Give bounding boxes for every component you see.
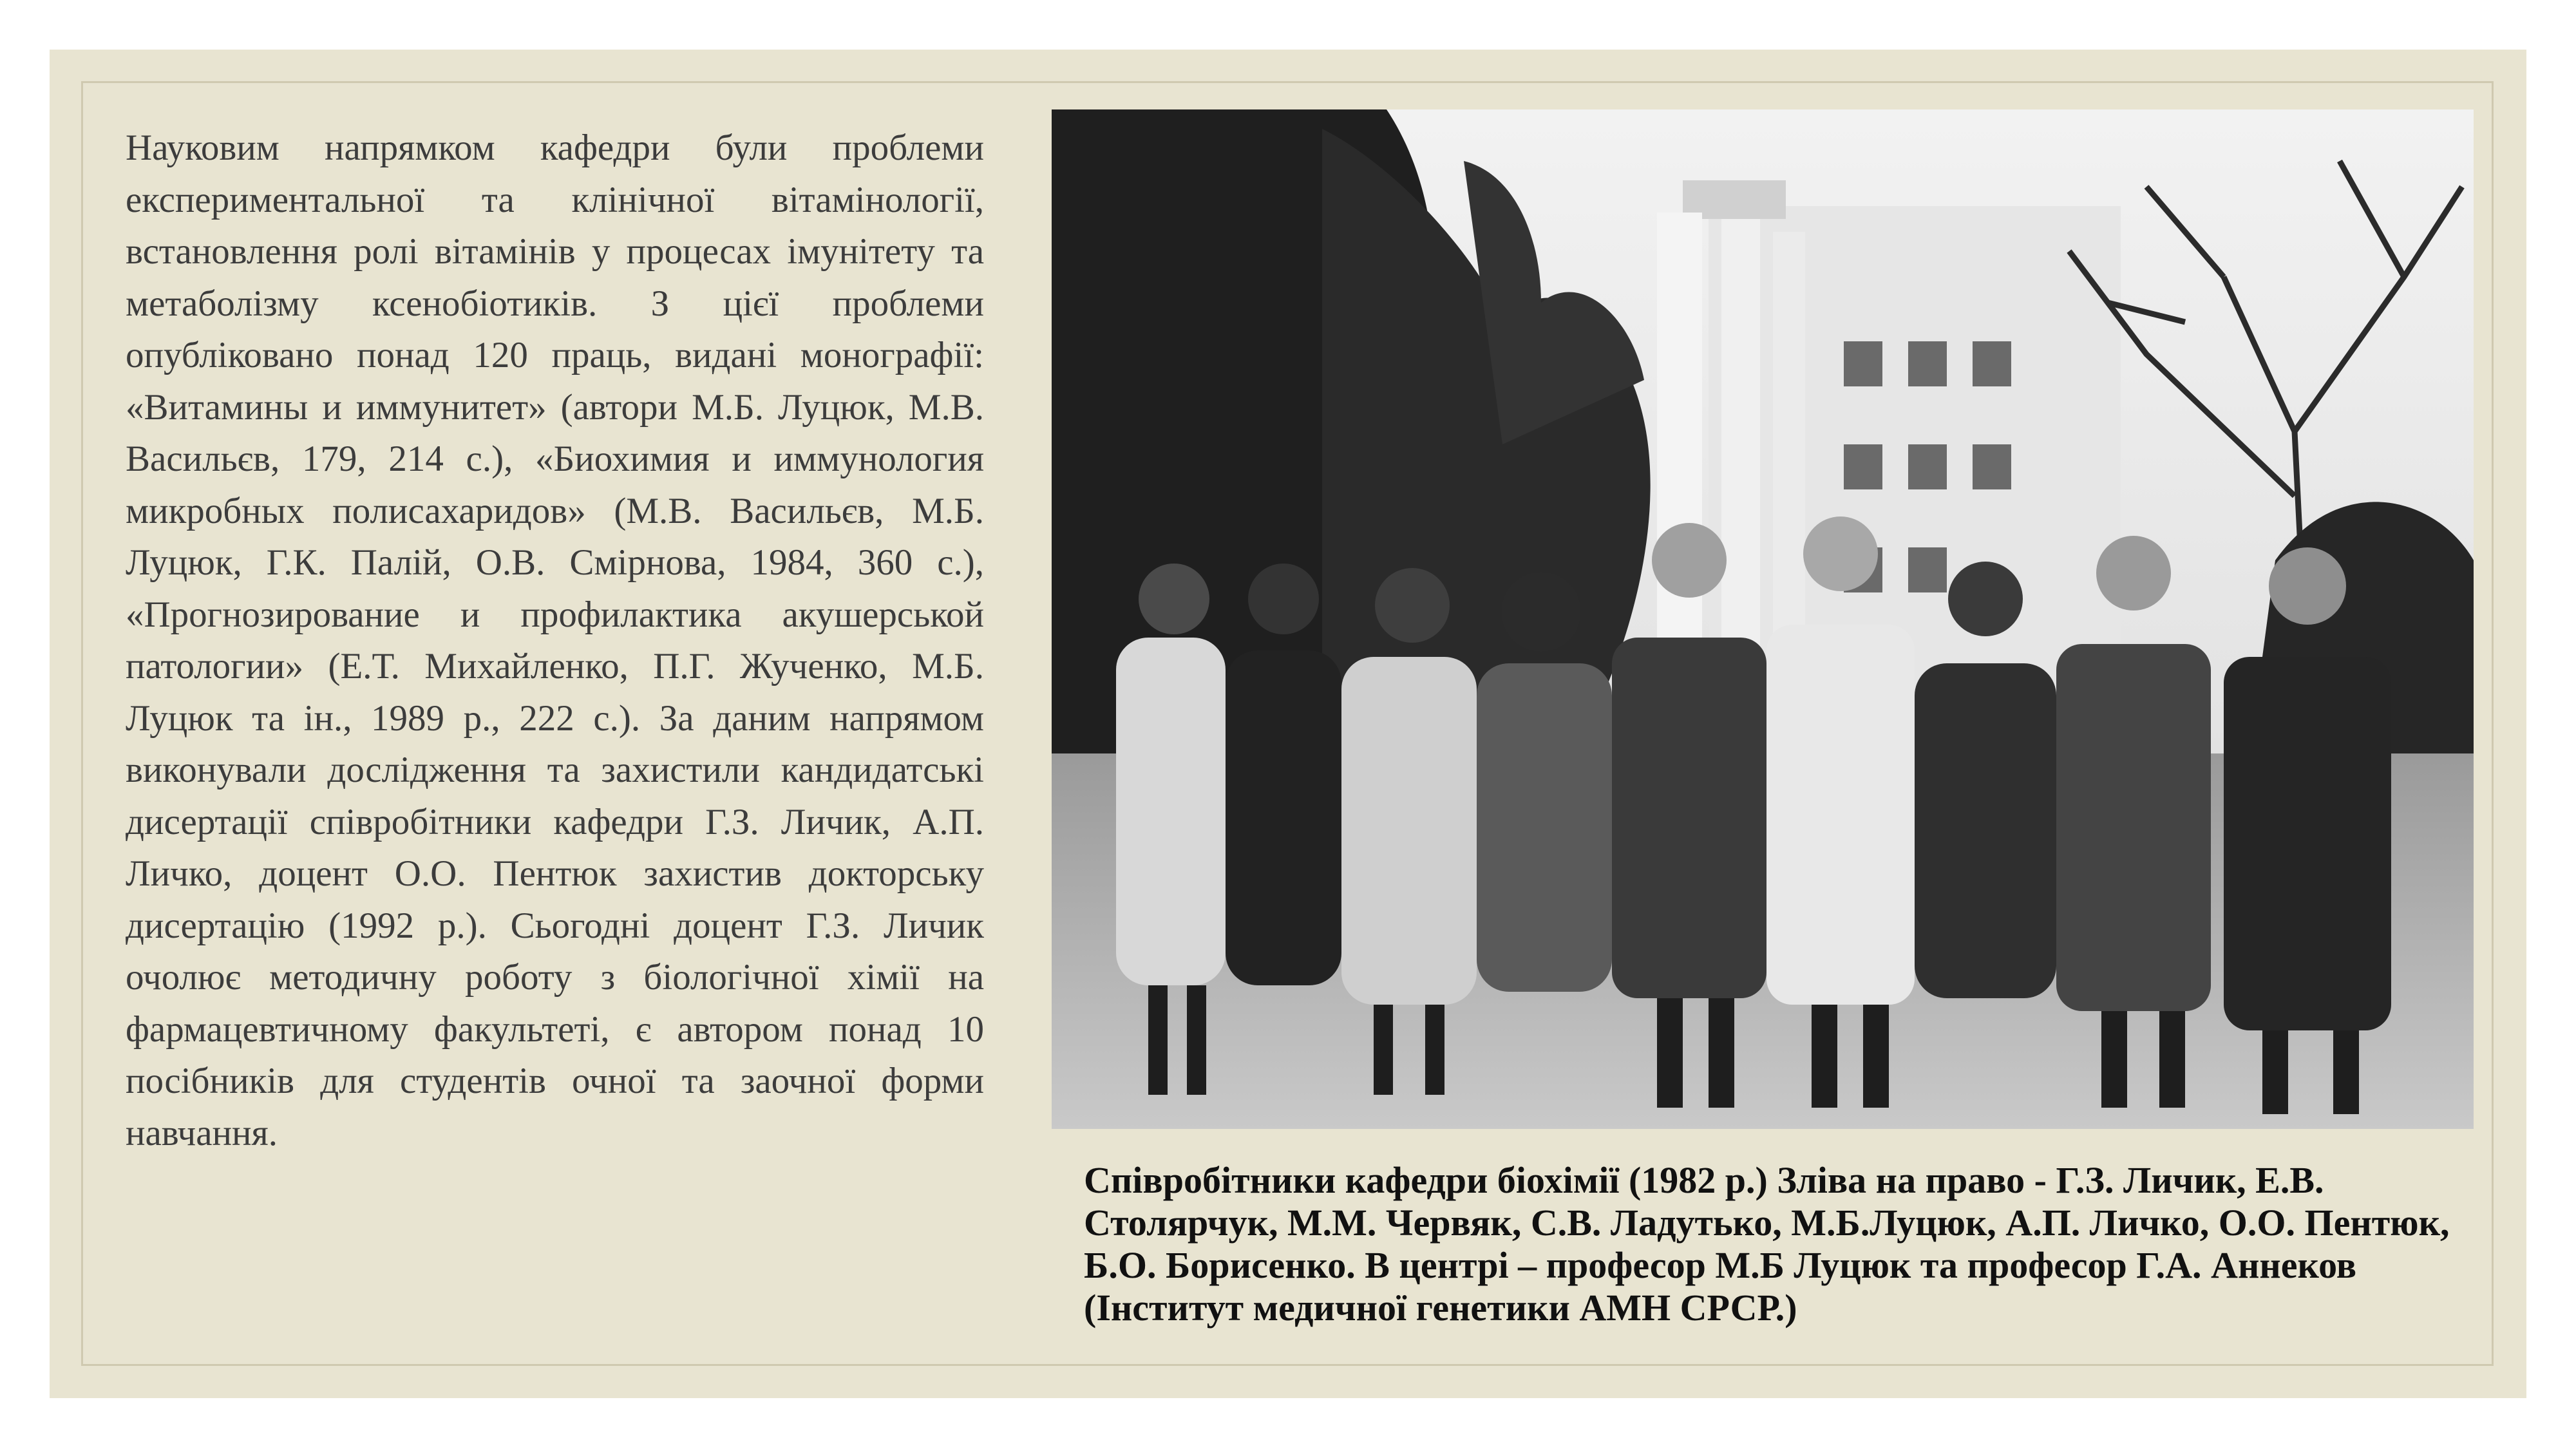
group-photo-icon bbox=[1052, 109, 2474, 1129]
body-paragraph: Науковим напрямком кафедри були проблеми експериментальної та клінічної вітамінології, встановлення ролі вітамінів у процесах імунітету та метаболізму ксенобіотиків. З цієї проблеми опубліковано понад 120 праць, видані монографії: «Витамины и иммунитет» (автори М.Б. Луцюк, М.В. Васильєв, 179, 214 с.), «Биохимия и иммунология микробных полисахаридов» (М.В. Васильєв, М.Б. Луцюк, Г.К. Палій, О.В. Смірнова, 1984, 360 с.), «Прогнозирование и профилактика акушерськой патологии» (Е.Т. Михайленко, П.Г. Жученко, М.Б. Луцюк та ін., 1989 р., 222 с.). За даним напрямом виконували дослідження та захистили кандидатські дисертації співробітники кафедри Г.З. Личик, А.П. Личко, доцент О.О. Пентюк захистив докторську дисертацію (1992 р.). Сьогодні доцент Г.З. Личик очолює методичну роботу з біологічної хімії на фармацевтичному факультеті, є автором понад 10 посібників для студентів очної та заочної форми навчання. bbox=[126, 128, 984, 1153]
group-photo bbox=[1052, 109, 2474, 1129]
photo-caption: Співробітники кафедри біохімії (1982 р.) Зліва на право - Г.З. Личик, Е.В. Столярчук, М.М. Червяк, С.В. Ладутько, М.Б.Луцюк, А.П. Личко, О.О. Пентюк, Б.О. Борисенко. В центрі – професор М.Б Луцюк та професор Г.А. Аннеков (Інститут медичної генетики АМН СРСР.) bbox=[1084, 1159, 2450, 1329]
